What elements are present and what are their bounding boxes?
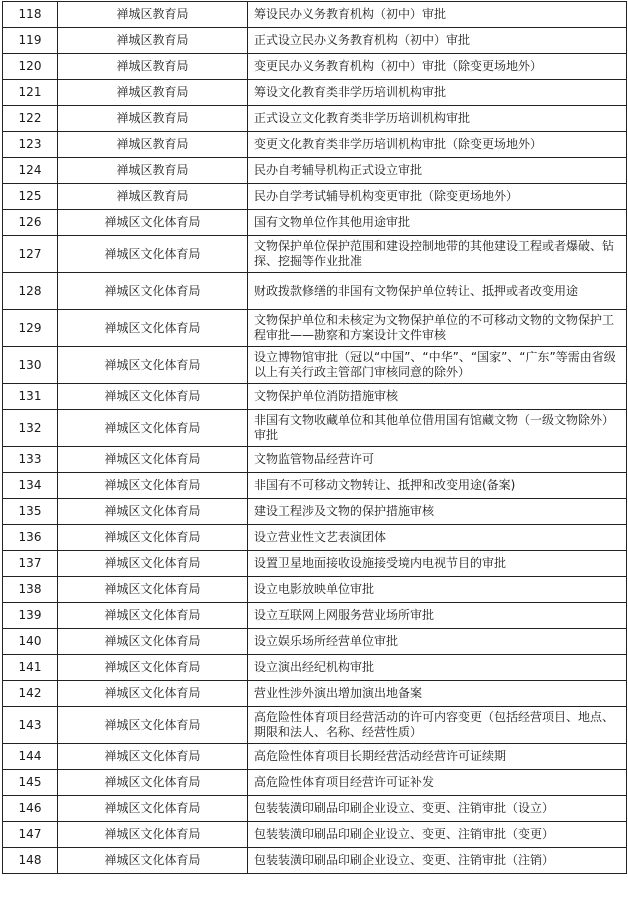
- table-row: [3, 410, 627, 447]
- department-cell: 禅城区教育局: [58, 54, 248, 80]
- row-number: 125: [3, 184, 58, 210]
- approval-item-cell: 文物保护单位消防措施审核: [248, 384, 627, 410]
- approval-item-cell: 文物保护单位保护范围和建设控制地带的其他建设工程或者爆破、钻探、挖掘等作业批准: [248, 236, 627, 273]
- department-cell: 禅城区文化体育局: [58, 629, 248, 655]
- approval-item-cell: 建设工程涉及文物的保护措施审核: [248, 499, 627, 525]
- row-number: 134: [3, 473, 58, 499]
- row-number: 136: [3, 525, 58, 551]
- department-cell: 禅城区文化体育局: [58, 499, 248, 525]
- row-number: 132: [3, 410, 58, 447]
- approval-item-cell: 设立互联网上网服务营业场所审批: [248, 603, 627, 629]
- table-row: [3, 744, 627, 770]
- department-cell: 禅城区文化体育局: [58, 447, 248, 473]
- row-number: 143: [3, 707, 58, 744]
- table-row: [3, 2, 627, 28]
- department-cell: 禅城区文化体育局: [58, 707, 248, 744]
- department-cell: 禅城区文化体育局: [58, 796, 248, 822]
- row-number: 138: [3, 577, 58, 603]
- department-cell: 禅城区教育局: [58, 2, 248, 28]
- approval-item-cell: 民办自考辅导机构正式设立审批: [248, 158, 627, 184]
- row-number: 148: [3, 848, 58, 874]
- row-number: 120: [3, 54, 58, 80]
- table-row: [3, 273, 627, 310]
- approval-item-cell: 设置卫星地面接收设施接受境内电视节目的审批: [248, 551, 627, 577]
- table-row: [3, 525, 627, 551]
- approval-item-cell: 包装装潢印刷品印刷企业设立、变更、注销审批（注销）: [248, 848, 627, 874]
- table-row: [3, 473, 627, 499]
- row-number: 127: [3, 236, 58, 273]
- row-number: 140: [3, 629, 58, 655]
- department-cell: 禅城区文化体育局: [58, 310, 248, 347]
- table-row: [3, 707, 627, 744]
- row-number: 147: [3, 822, 58, 848]
- department-cell: 禅城区文化体育局: [58, 744, 248, 770]
- table-row: [3, 236, 627, 273]
- approval-item-cell: 正式设立文化教育类非学历培训机构审批: [248, 106, 627, 132]
- department-cell: 禅城区教育局: [58, 158, 248, 184]
- row-number: 141: [3, 655, 58, 681]
- department-cell: 禅城区文化体育局: [58, 848, 248, 874]
- table-row: [3, 577, 627, 603]
- approval-item-cell: 变更民办义务教育机构（初中）审批（除变更场地外）: [248, 54, 627, 80]
- approval-item-cell: 营业性涉外演出增加演出地备案: [248, 681, 627, 707]
- approval-item-cell: 设立营业性文艺表演团体: [248, 525, 627, 551]
- department-cell: 禅城区文化体育局: [58, 655, 248, 681]
- table-body: [3, 2, 627, 874]
- department-cell: 禅城区文化体育局: [58, 525, 248, 551]
- approval-item-cell: 财政拨款修缮的非国有文物保护单位转让、抵押或者改变用途: [248, 273, 627, 310]
- department-cell: 禅城区文化体育局: [58, 577, 248, 603]
- table-row: [3, 347, 627, 384]
- department-cell: 禅城区文化体育局: [58, 236, 248, 273]
- department-cell: 禅城区教育局: [58, 132, 248, 158]
- approval-item-cell: 设立电影放映单位审批: [248, 577, 627, 603]
- approval-item-cell: 高危险性体育项目经营许可证补发: [248, 770, 627, 796]
- row-number: 119: [3, 28, 58, 54]
- row-number: 121: [3, 80, 58, 106]
- approval-item-cell: 筹设民办义务教育机构（初中）审批: [248, 2, 627, 28]
- table-row: [3, 384, 627, 410]
- table-row: [3, 28, 627, 54]
- row-number: 129: [3, 310, 58, 347]
- department-cell: 禅城区文化体育局: [58, 384, 248, 410]
- table-row: [3, 551, 627, 577]
- row-number: 142: [3, 681, 58, 707]
- department-cell: 禅城区文化体育局: [58, 603, 248, 629]
- table-row: [3, 499, 627, 525]
- row-number: 146: [3, 796, 58, 822]
- approval-item-cell: 非国有不可移动文物转让、抵押和改变用途(备案): [248, 473, 627, 499]
- approval-item-cell: 文物保护单位和未核定为文物保护单位的不可移动文物的文物保护工程审批——勘察和方案设计文件审核: [248, 310, 627, 347]
- approval-item-cell: 设立娱乐场所经营单位审批: [248, 629, 627, 655]
- approval-item-cell: 变更文化教育类非学历培训机构审批（除变更场地外）: [248, 132, 627, 158]
- row-number: 118: [3, 2, 58, 28]
- row-number: 128: [3, 273, 58, 310]
- approval-item-cell: 非国有文物收藏单位和其他单位借用国有馆藏文物（一级文物除外）审批: [248, 410, 627, 447]
- approval-item-cell: 正式设立民办义务教育机构（初中）审批: [248, 28, 627, 54]
- table-row: [3, 848, 627, 874]
- department-cell: 禅城区文化体育局: [58, 770, 248, 796]
- table-row: [3, 822, 627, 848]
- approval-item-cell: 筹设文化教育类非学历培训机构审批: [248, 80, 627, 106]
- table-row: [3, 184, 627, 210]
- approval-item-cell: 国有文物单位作其他用途审批: [248, 210, 627, 236]
- row-number: 122: [3, 106, 58, 132]
- row-number: 124: [3, 158, 58, 184]
- table-row: [3, 447, 627, 473]
- approval-item-cell: 高危险性体育项目长期经营活动经营许可证续期: [248, 744, 627, 770]
- table-row: [3, 310, 627, 347]
- department-cell: 禅城区文化体育局: [58, 273, 248, 310]
- table-row: [3, 796, 627, 822]
- department-cell: 禅城区文化体育局: [58, 410, 248, 447]
- row-number: 139: [3, 603, 58, 629]
- table-row: [3, 106, 627, 132]
- department-cell: 禅城区文化体育局: [58, 822, 248, 848]
- table-row: [3, 158, 627, 184]
- table-row: [3, 80, 627, 106]
- row-number: 123: [3, 132, 58, 158]
- table-row: [3, 770, 627, 796]
- row-number: 131: [3, 384, 58, 410]
- table-row: [3, 655, 627, 681]
- department-cell: 禅城区文化体育局: [58, 210, 248, 236]
- table-row: [3, 629, 627, 655]
- row-number: 126: [3, 210, 58, 236]
- row-number: 144: [3, 744, 58, 770]
- department-cell: 禅城区文化体育局: [58, 473, 248, 499]
- table-row: [3, 54, 627, 80]
- approval-items-table: [2, 1, 627, 874]
- department-cell: 禅城区教育局: [58, 106, 248, 132]
- row-number: 133: [3, 447, 58, 473]
- table-row: [3, 210, 627, 236]
- department-cell: 禅城区文化体育局: [58, 347, 248, 384]
- approval-item-cell: 文物监管物品经营许可: [248, 447, 627, 473]
- row-number: 135: [3, 499, 58, 525]
- approval-item-cell: 包装装潢印刷品印刷企业设立、变更、注销审批（设立）: [248, 796, 627, 822]
- row-number: 145: [3, 770, 58, 796]
- row-number: 137: [3, 551, 58, 577]
- table-row: [3, 603, 627, 629]
- approval-item-cell: 包装装潢印刷品印刷企业设立、变更、注销审批（变更）: [248, 822, 627, 848]
- approval-item-cell: 设立演出经纪机构审批: [248, 655, 627, 681]
- approval-item-cell: 设立博物馆审批（冠以“中国”、“中华”、“国家”、“广东”等需由省级以上有关行政主管部门审核同意的除外）: [248, 347, 627, 384]
- approval-item-cell: 高危险性体育项目经营活动的许可内容变更（包括经营项目、地点、期限和法人、名称、经营性质）: [248, 707, 627, 744]
- department-cell: 禅城区文化体育局: [58, 681, 248, 707]
- approval-item-cell: 民办自学考试辅导机构变更审批（除变更场地外）: [248, 184, 627, 210]
- table-row: [3, 681, 627, 707]
- department-cell: 禅城区文化体育局: [58, 551, 248, 577]
- department-cell: 禅城区教育局: [58, 80, 248, 106]
- table-row: [3, 132, 627, 158]
- department-cell: 禅城区教育局: [58, 28, 248, 54]
- row-number: 130: [3, 347, 58, 384]
- department-cell: 禅城区教育局: [58, 184, 248, 210]
